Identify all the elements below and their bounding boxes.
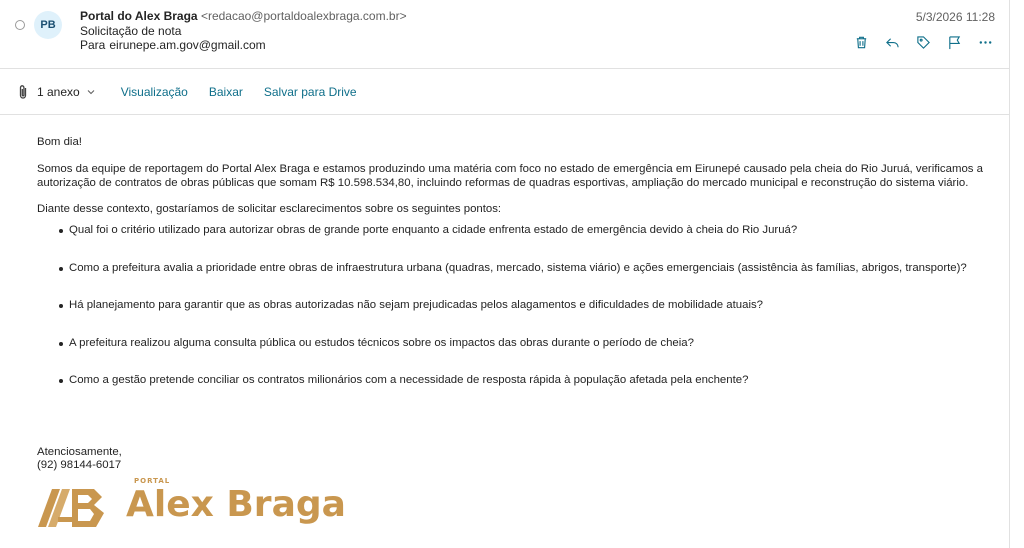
logo-word: Alex Braga [126,484,346,525]
preview-link[interactable]: Visualização [120,84,188,99]
more-icon [978,35,993,50]
intro-paragraph: Somos da equipe de reportagem do Portal Alex Braga e estamos produzindo uma matéria com foco no estado de emergência em Eirunepé causado pela cheia do Rio Juruá, verificamos a autorização de contratos de obras públicas que somam R$ 10.598.534,80, incluindo reformas de quadras esportivas, ampliação do mercado municipal e reconstrução do sistema viário. [37,162,983,189]
sender-email: <redacao@portaldoalexbraga.com.br> [200,9,407,23]
recipient-line [80,38,407,53]
logo-small-text: PORTAL [134,477,171,485]
email-body [37,135,997,411]
signoff: Atenciosamente, [37,446,122,458]
email-header [0,0,1009,69]
tag-icon [916,35,931,50]
greeting: Bom dia! [37,136,82,148]
delete-button[interactable] [851,32,871,52]
attachment-count: 1 anexo [37,84,80,99]
list-item: Qual foi o critério utilizado para autorizar obras de grande porte enquanto a cidade enfrenta estado de emergência devido à cheia do Rio Juruá? [69,223,997,261]
chevron-down-icon [86,87,96,97]
list-item: Como a prefeitura avalia a prioridade entre obras de infraestrutura urbana (quadras, mercado, sistema viário) e ações emergenciais (assistência às famílias, abrigos, transporte)? [69,261,997,299]
sender-line [80,9,407,24]
email-subject: Solicitação de nota [80,23,182,38]
download-link[interactable]: Baixar [208,84,243,99]
email-actions [851,32,995,52]
avatar[interactable]: PB [34,11,62,39]
list-item: Como a gestão pretende conciliar os contratos milionários com a necessidade de resposta rápida à população afetada pela enchente? [69,373,997,411]
questions-list [37,223,997,411]
attachment-count-toggle[interactable] [37,85,96,99]
save-to-drive-link[interactable]: Salvar para Drive [263,84,357,99]
logo-mark-icon [38,479,122,531]
email-date: 5/3/2026 11:28 [915,10,995,24]
paperclip-icon [17,84,29,100]
signature [37,446,122,471]
more-actions-button[interactable] [975,32,995,52]
trash-icon [854,35,869,50]
select-radio[interactable] [15,20,25,30]
reply-button[interactable] [882,32,902,52]
reply-icon [885,35,900,50]
flag-button[interactable] [944,32,964,52]
list-item: A prefeitura realizou alguma consulta pública ou estudos técnicos sobre os impactos das obras durante o período de cheia? [69,336,997,374]
recipient-address[interactable]: eirunepe.am.gov@gmail.com [109,38,266,52]
phone-number[interactable]: (92) 98144-6017 [37,458,122,471]
to-label: Para [80,38,106,52]
portal-logo [38,477,358,532]
context-paragraph: Diante desse contexto, gostaríamos de solicitar esclarecimentos sobre os seguintes pontos: [37,202,502,215]
attachment-bar [0,69,1009,115]
tag-button[interactable] [913,32,933,52]
sender-name[interactable]: Portal do Alex Braga [80,9,198,23]
sender-block [80,9,407,53]
list-item: Há planejamento para garantir que as obras autorizadas não sejam prejudicadas pelos alagamentos e dificuldades de mobilidade atuais? [69,298,997,336]
flag-icon [947,35,962,50]
